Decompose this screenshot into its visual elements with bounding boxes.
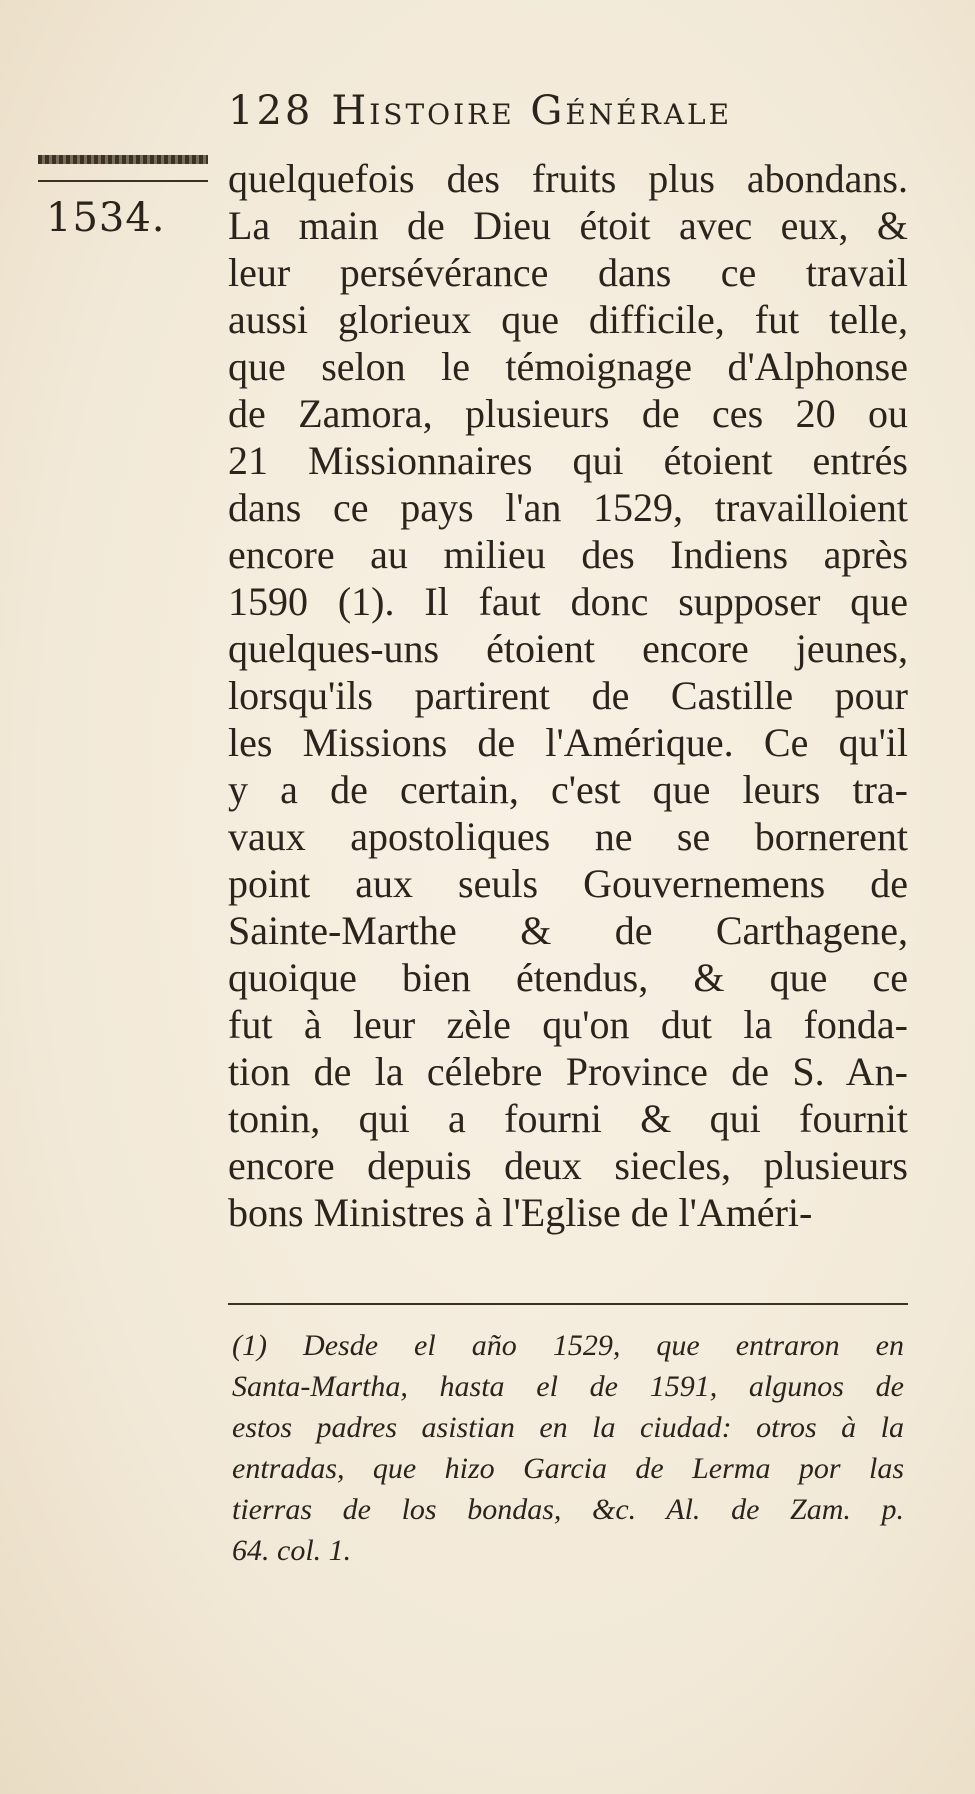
text-line: les Missions de l'Amérique. Ce qu'il (228, 720, 908, 765)
margin-year-note: 1534. (46, 195, 166, 241)
footnote-line: Santa-Martha, hasta el de 1591, algunos de (232, 1370, 904, 1403)
footnote-separator (228, 1303, 908, 1305)
footnote-line: entradas, que hizo Garcia de Lerma por las (232, 1452, 904, 1485)
footnote-line: (1) Desde el año 1529, que entraron en (232, 1329, 904, 1362)
text-line: tonin, qui a fourni & qui fournit (228, 1096, 908, 1141)
margin-ornament (38, 155, 208, 164)
running-title: Histoire Générale (331, 88, 733, 134)
footnote-line: estos padres asistian en la ciudad: otros à la (232, 1411, 904, 1444)
text-line: dans ce pays l'an 1529, travailloient (228, 485, 908, 530)
page-number: 128 (228, 88, 314, 134)
text-line: bons Ministres à l'Eglise de l'Améri- (228, 1190, 813, 1235)
text-line: La main de Dieu étoit avec eux, & (228, 203, 908, 248)
text-line: point aux seuls Gouvernemens de (228, 861, 908, 906)
main-text (228, 155, 908, 1236)
margin-rule (38, 180, 208, 182)
text-line: tion de la célebre Province de S. An- (228, 1049, 908, 1094)
text-line: quelquefois des fruits plus abondans. (228, 156, 908, 201)
text-line: encore depuis deux siecles, plusieurs (228, 1143, 908, 1188)
text-line: 21 Missionnaires qui étoient entrés (228, 438, 908, 483)
footnote (232, 1325, 904, 1571)
text-line: de Zamora, plusieurs de ces 20 ou (228, 391, 908, 436)
text-line: quelques-uns étoient encore jeunes, (228, 626, 908, 671)
text-line: que selon le témoignage d'Alphonse (228, 344, 908, 389)
text-line: encore au milieu des Indiens après (228, 532, 908, 577)
running-header (228, 88, 732, 134)
footnote-line: tierras de los bondas, &c. Al. de Zam. p. (232, 1493, 904, 1526)
text-line: y a de certain, c'est que leurs tra- (228, 767, 908, 812)
text-line: Sainte-Marthe & de Carthagene, (228, 908, 908, 953)
text-line: vaux apostoliques ne se bornerent (228, 814, 908, 859)
text-line: fut à leur zèle qu'on dut la fonda- (228, 1002, 908, 1047)
footnote-line: 64. col. 1. (232, 1534, 352, 1567)
text-line: quoique bien étendus, & que ce (228, 955, 908, 1000)
text-line: leur persévérance dans ce travail (228, 250, 908, 295)
text-line: 1590 (1). Il faut donc supposer que (228, 579, 908, 624)
text-line: aussi glorieux que difficile, fut telle, (228, 297, 908, 342)
text-line: lorsqu'ils partirent de Castille pour (228, 673, 908, 718)
